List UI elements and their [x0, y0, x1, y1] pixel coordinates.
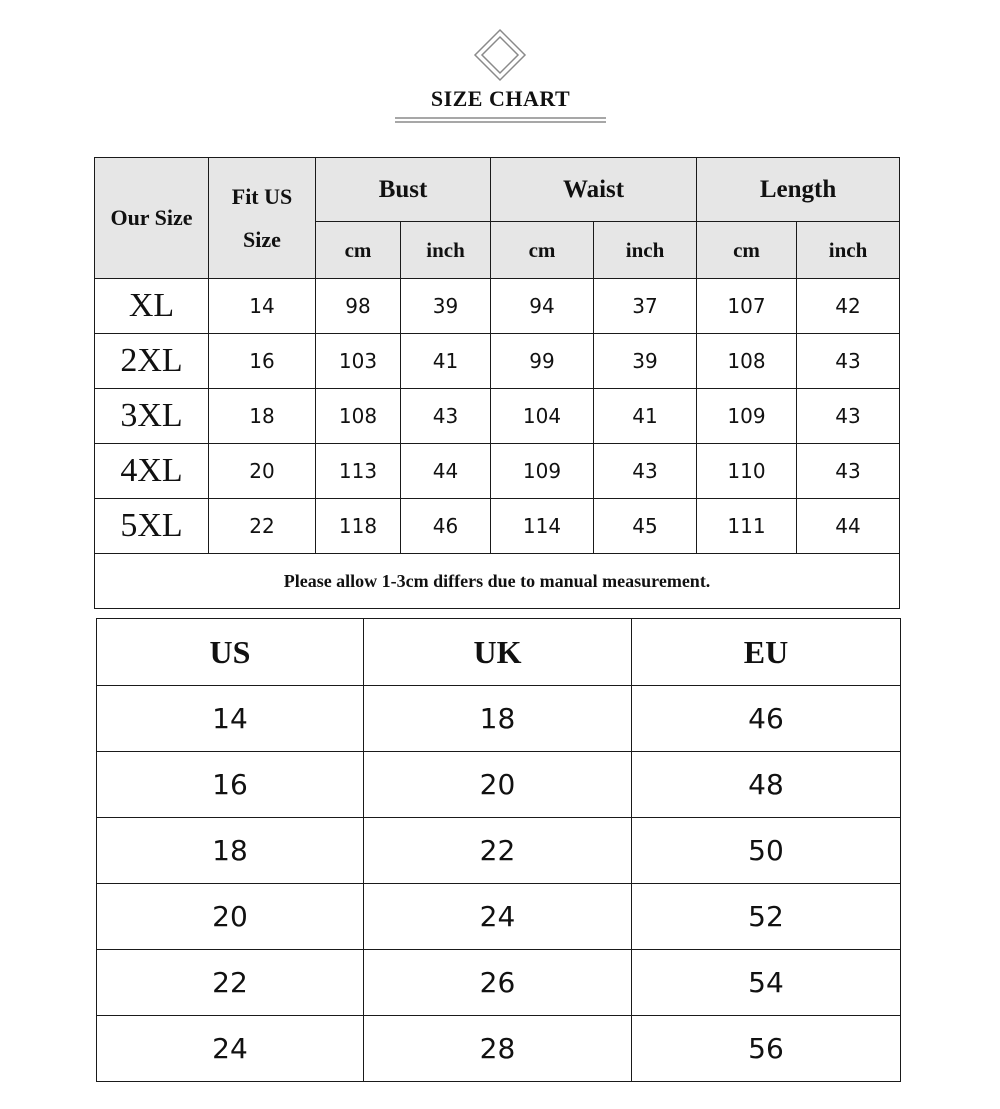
eu-cell: 52	[632, 884, 901, 950]
waist-cm-cell: 109	[491, 444, 594, 499]
waist-inch-cell: 41	[594, 389, 697, 444]
length-cm-cell: 109	[697, 389, 797, 444]
table-row	[97, 950, 901, 1016]
us-size-cell: 18	[209, 389, 316, 444]
uk-cell: 28	[364, 1016, 632, 1082]
size-cell: 3XL	[95, 389, 209, 444]
table-row	[95, 499, 900, 554]
length-cm-header: cm	[697, 222, 797, 279]
waist-cm-cell: 104	[491, 389, 594, 444]
table-row	[97, 884, 901, 950]
table-row	[97, 1016, 901, 1082]
eu-cell: 46	[632, 686, 901, 752]
page-title: SIZE CHART	[430, 86, 571, 111]
bust-inch-cell: 43	[401, 389, 491, 444]
bust-cm-cell: 108	[316, 389, 401, 444]
us-cell: 16	[97, 752, 364, 818]
bust-cm-cell: 103	[316, 334, 401, 389]
length-inch-cell: 44	[797, 499, 900, 554]
uk-cell: 24	[364, 884, 632, 950]
size-conversion-table	[96, 618, 901, 1082]
us-size-cell: 20	[209, 444, 316, 499]
uk-cell: 22	[364, 818, 632, 884]
bust-inch-cell: 44	[401, 444, 491, 499]
fit-us-header-line2: Size	[243, 227, 281, 252]
bust-header: Bust	[316, 158, 491, 222]
length-cm-cell: 111	[697, 499, 797, 554]
bust-inch-cell: 46	[401, 499, 491, 554]
size-chart-table	[94, 157, 900, 609]
uk-cell: 18	[364, 686, 632, 752]
length-cm-cell: 107	[697, 279, 797, 334]
measurement-note: Please allow 1-3cm differs due to manual measurement.	[95, 554, 900, 609]
length-inch-cell: 42	[797, 279, 900, 334]
bust-cm-cell: 118	[316, 499, 401, 554]
waist-cm-cell: 99	[491, 334, 594, 389]
uk-cell: 26	[364, 950, 632, 1016]
table-row	[97, 818, 901, 884]
eu-header: EU	[632, 619, 901, 686]
eu-cell: 50	[632, 818, 901, 884]
waist-header: Waist	[491, 158, 697, 222]
waist-inch-cell: 37	[594, 279, 697, 334]
length-inch-cell: 43	[797, 334, 900, 389]
waist-inch-cell: 43	[594, 444, 697, 499]
length-inch-header: inch	[797, 222, 900, 279]
bust-inch-header: inch	[401, 222, 491, 279]
waist-cm-cell: 114	[491, 499, 594, 554]
uk-cell: 20	[364, 752, 632, 818]
table-row	[97, 752, 901, 818]
waist-cm-cell: 94	[491, 279, 594, 334]
us-size-cell: 16	[209, 334, 316, 389]
waist-cm-header: cm	[491, 222, 594, 279]
us-size-cell: 22	[209, 499, 316, 554]
us-size-cell: 14	[209, 279, 316, 334]
length-header: Length	[697, 158, 900, 222]
fit-us-size-header	[209, 158, 316, 279]
eu-cell: 48	[632, 752, 901, 818]
size-cell: XL	[95, 279, 209, 334]
length-cm-cell: 110	[697, 444, 797, 499]
us-cell: 20	[97, 884, 364, 950]
bust-inch-cell: 41	[401, 334, 491, 389]
waist-inch-cell: 45	[594, 499, 697, 554]
size-cell: 2XL	[95, 334, 209, 389]
length-inch-cell: 43	[797, 389, 900, 444]
size-cell: 4XL	[95, 444, 209, 499]
table-row	[97, 686, 901, 752]
bust-cm-cell: 98	[316, 279, 401, 334]
us-cell: 24	[97, 1016, 364, 1082]
waist-inch-cell: 39	[594, 334, 697, 389]
table-row	[95, 334, 900, 389]
waist-inch-header: inch	[594, 222, 697, 279]
length-inch-cell: 43	[797, 444, 900, 499]
size-cell: 5XL	[95, 499, 209, 554]
our-size-header: Our Size	[95, 158, 209, 279]
us-header: US	[97, 619, 364, 686]
bust-cm-cell: 113	[316, 444, 401, 499]
table-row	[95, 279, 900, 334]
table-row	[95, 444, 900, 499]
fit-us-header-line1: Fit US	[231, 184, 293, 209]
eu-cell: 56	[632, 1016, 901, 1082]
bust-cm-header: cm	[316, 222, 401, 279]
us-cell: 14	[97, 686, 364, 752]
note-row	[95, 554, 900, 609]
bust-inch-cell: 39	[401, 279, 491, 334]
length-cm-cell: 108	[697, 334, 797, 389]
uk-header: UK	[364, 619, 632, 686]
us-cell: 18	[97, 818, 364, 884]
table-row	[95, 389, 900, 444]
eu-cell: 54	[632, 950, 901, 1016]
us-cell: 22	[97, 950, 364, 1016]
